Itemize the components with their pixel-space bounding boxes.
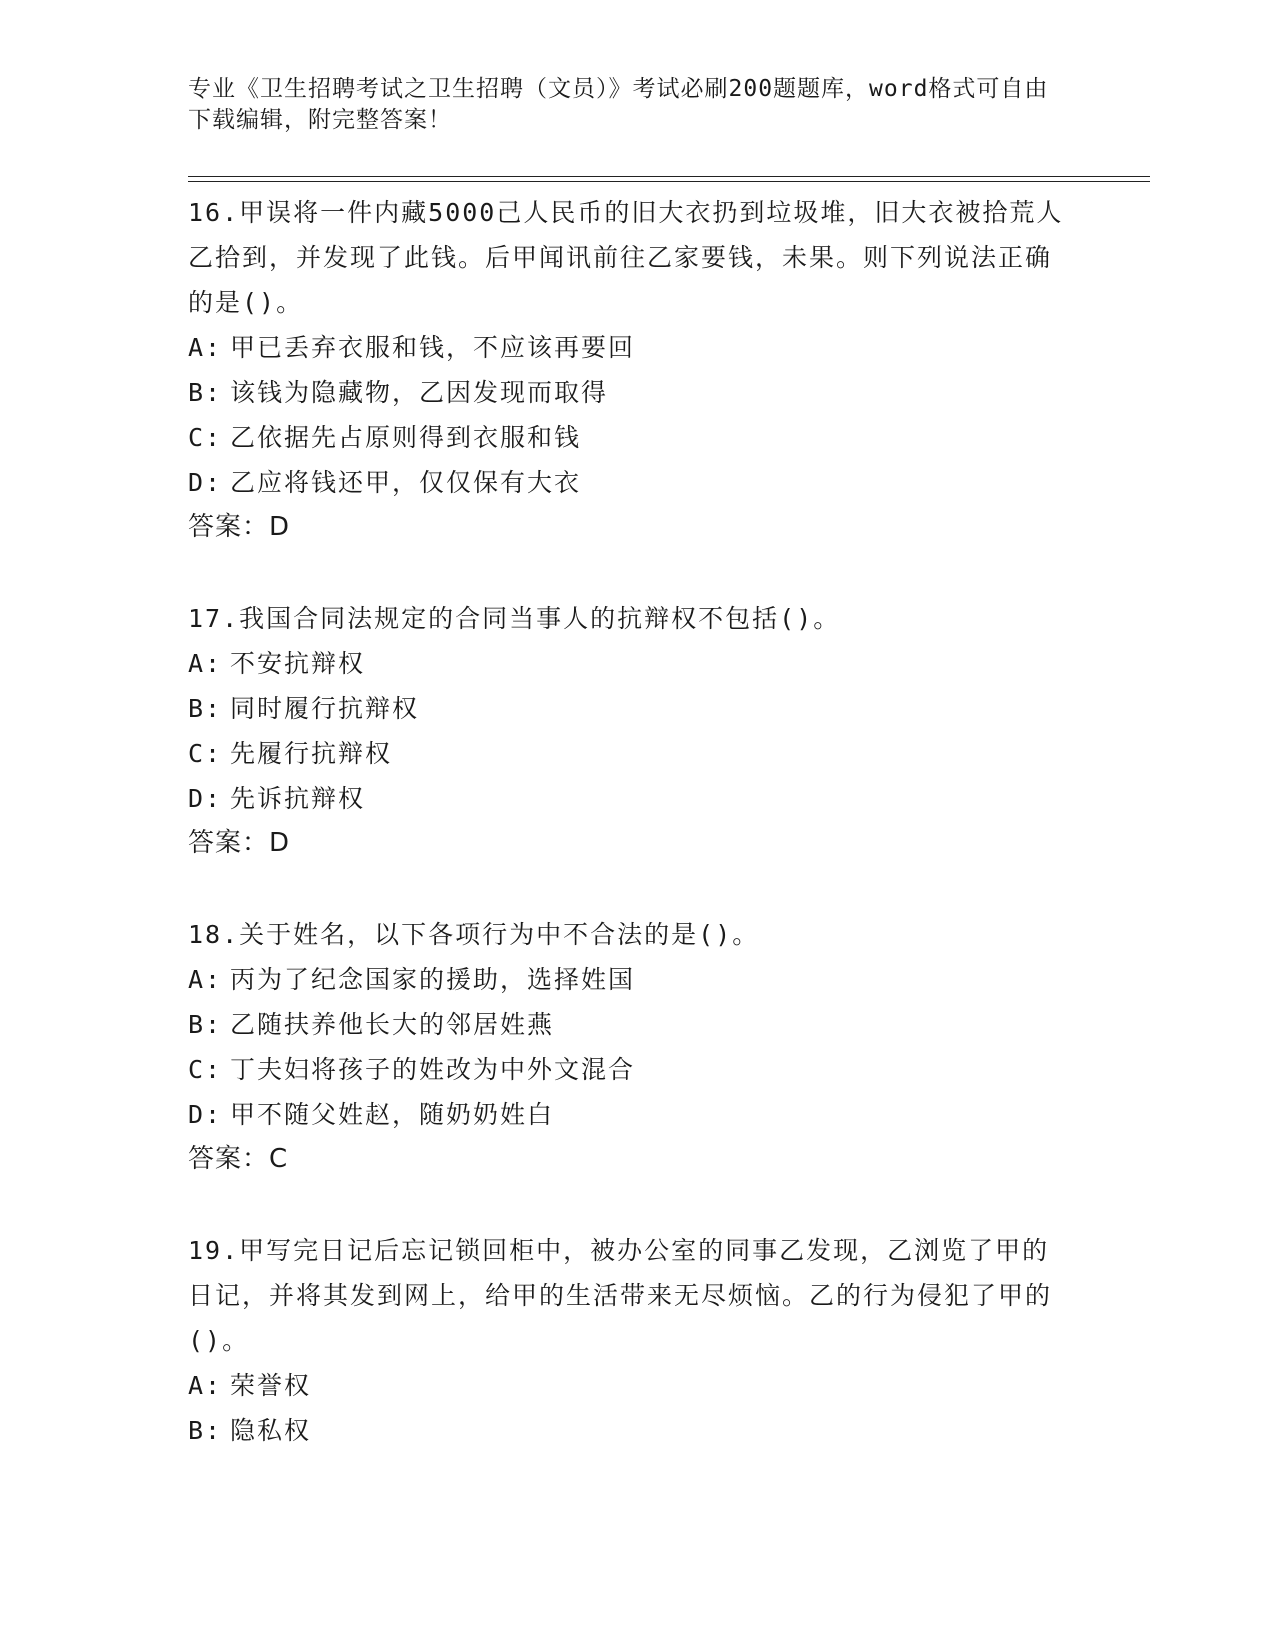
option-letter: D: <box>188 784 223 813</box>
option-a <box>188 957 1068 1002</box>
question-stem: 19.甲写完日记后忘记锁回柜中，被办公室的同事乙发现，乙浏览了甲的日记，并将其发到网上，给甲的生活带来无尽烦恼。乙的行为侵犯了甲的()。 <box>188 1236 1053 1355</box>
option-d <box>188 776 1068 821</box>
option-text: 隐私权 <box>230 1416 312 1445</box>
answer-label: 答案：C <box>188 1144 289 1174</box>
question-18 <box>188 912 1068 1182</box>
answer-label: 答案：D <box>188 828 291 858</box>
option-text: 乙依据先占原则得到衣服和钱 <box>230 423 582 452</box>
option-letter: A: <box>188 1371 223 1400</box>
option-letter: B: <box>188 378 223 407</box>
option-letter: A: <box>188 965 223 994</box>
option-d <box>188 1092 1068 1137</box>
option-letter: B: <box>188 1416 223 1445</box>
header-divider-top <box>188 176 1150 177</box>
option-letter: D: <box>188 468 223 497</box>
option-b <box>188 686 1068 731</box>
option-a <box>188 325 1068 370</box>
question-stem: 18.关于姓名，以下各项行为中不合法的是()。 <box>188 920 760 949</box>
option-text: 不安抗辩权 <box>230 649 366 678</box>
option-c <box>188 1047 1068 1092</box>
option-b <box>188 370 1068 415</box>
option-letter: B: <box>188 694 223 723</box>
document-header: 专业《卫生招聘考试之卫生招聘（文员）》考试必刷200题题库，word格式可自由下载编辑，附完整答案！ <box>188 76 1049 133</box>
option-text: 甲已丢弃衣服和钱，不应该再要回 <box>230 333 636 362</box>
option-a <box>188 1363 1068 1408</box>
option-letter: A: <box>188 649 223 678</box>
question-19 <box>188 1228 1068 1453</box>
option-b <box>188 1408 1068 1453</box>
option-text: 先诉抗辩权 <box>230 784 366 813</box>
option-letter: C: <box>188 423 223 452</box>
question-list <box>188 190 1068 1499</box>
option-text: 先履行抗辩权 <box>230 739 393 768</box>
option-letter: C: <box>188 739 223 768</box>
question-stem: 17.我国合同法规定的合同当事人的抗辩权不包括()。 <box>188 604 841 633</box>
option-text: 乙随扶养他长大的邻居姓燕 <box>230 1010 555 1039</box>
option-text: 甲不随父姓赵，随奶奶姓白 <box>230 1100 555 1129</box>
header-divider-bottom <box>188 181 1150 182</box>
answer-label: 答案：D <box>188 512 291 542</box>
question-16 <box>188 190 1068 550</box>
option-text: 乙应将钱还甲，仅仅保有大衣 <box>230 468 582 497</box>
option-letter: D: <box>188 1100 223 1129</box>
option-a <box>188 641 1068 686</box>
option-text: 该钱为隐藏物，乙因发现而取得 <box>230 378 609 407</box>
option-text: 同时履行抗辩权 <box>230 694 420 723</box>
option-b <box>188 1002 1068 1047</box>
option-c <box>188 415 1068 460</box>
option-text: 丁夫妇将孩子的姓改为中外文混合 <box>230 1055 636 1084</box>
question-stem: 16.甲误将一件内藏5000己人民币的旧大衣扔到垃圾堆，旧大衣被拾荒人乙拾到，并发现了此钱。后甲闻讯前往乙家要钱，未果。则下列说法正确的是()。 <box>188 198 1064 317</box>
option-text: 丙为了纪念国家的援助，选择姓国 <box>230 965 636 994</box>
option-d <box>188 460 1068 505</box>
option-letter: A: <box>188 333 223 362</box>
question-17 <box>188 596 1068 866</box>
option-text: 荣誉权 <box>230 1371 312 1400</box>
option-c <box>188 731 1068 776</box>
option-letter: C: <box>188 1055 223 1084</box>
option-letter: B: <box>188 1010 223 1039</box>
